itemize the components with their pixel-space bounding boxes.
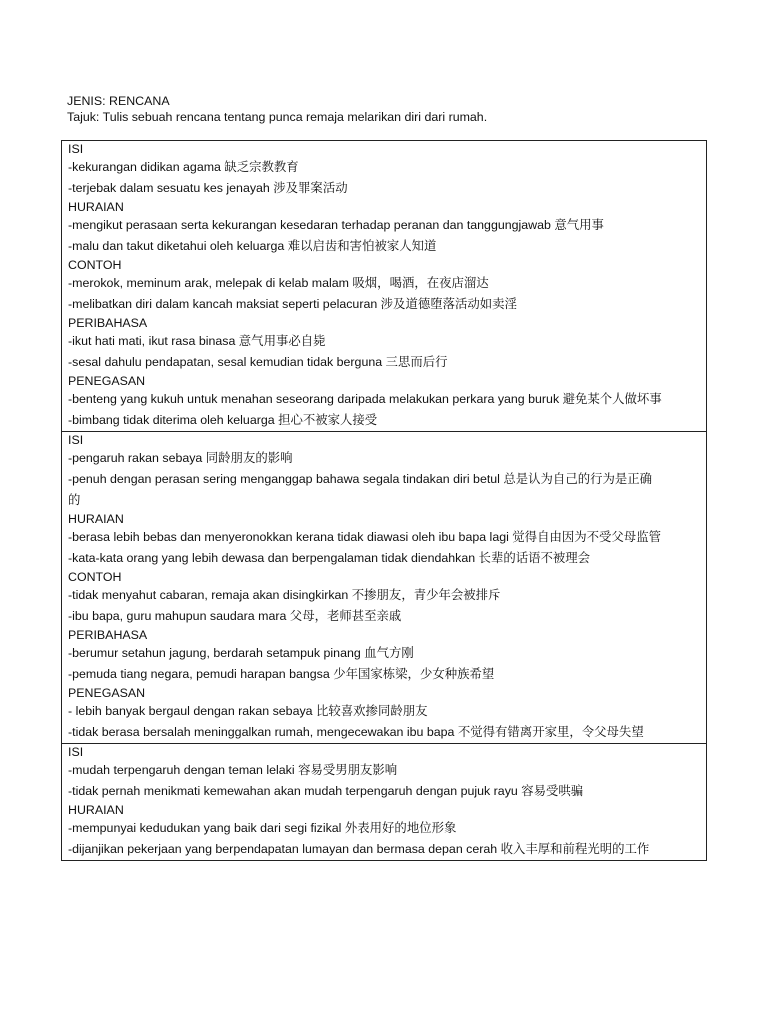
section-heading: PERIBAHASA (68, 628, 148, 642)
outline-point: -merokok, meminum arak, melepak di kelab malam 吸烟，喝酒，在夜店溜达 (68, 276, 489, 290)
outline-block-2 (61, 431, 707, 744)
outline-point: -ibu bapa, guru mahupun saudara mara 父母，老师甚至亲戚 (68, 609, 402, 623)
section-heading: HURAIAN (68, 512, 124, 526)
outline-point: -tidak menyahut cabaran, remaja akan disingkirkan 不掺朋友，青少年会被排斥 (68, 588, 501, 602)
section-heading: ISI (68, 745, 84, 759)
title-line: Tajuk: Tulis sebuah rencana tentang punca remaja melarikan diri dari rumah. (67, 110, 488, 124)
section-heading: PENEGASAN (68, 374, 146, 388)
section-heading: HURAIAN (68, 803, 124, 817)
outline-point: -mudah terpengaruh dengan teman lelaki 容易受男朋友影响 (68, 763, 398, 777)
outline-point: -terjebak dalam sesuatu kes jenayah 涉及罪案活动 (68, 181, 348, 195)
outline-point: -mengikut perasaan serta kekurangan kesedaran terhadap peranan dan tanggungjawab 意气用事 (68, 218, 604, 232)
outline-point: -pengaruh rakan sebaya 同龄朋友的影响 (68, 451, 293, 465)
outline-point: -melibatkan diri dalam kancah maksiat seperti pelacuran 涉及道德堕落活动如卖淫 (68, 297, 517, 311)
section-heading: HURAIAN (68, 200, 124, 214)
essay-outline-table (61, 140, 707, 861)
section-heading: PERIBAHASA (68, 316, 148, 330)
outline-point: -kekurangan didikan agama 缺乏宗教教育 (68, 160, 299, 174)
outline-point: -ikut hati mati, ikut rasa binasa 意气用事必自毙 (68, 334, 326, 348)
outline-point: -berumur setahun jagung, berdarah setampuk pinang 血气方刚 (68, 646, 414, 660)
section-heading: PENEGASAN (68, 686, 146, 700)
outline-point: -tidak pernah menikmati kemewahan akan mudah terpengaruh dengan pujuk rayu 容易受哄骗 (68, 784, 584, 798)
outline-point: 的 (68, 493, 81, 507)
outline-point: -tidak berasa bersalah meninggalkan rumah, mengecewakan ibu bapa 不觉得有错离开家里，令父母失望 (68, 725, 644, 739)
section-heading: CONTOH (68, 570, 122, 584)
outline-point: -malu dan takut diketahui oleh keluarga 难以启齿和害怕被家人知道 (68, 239, 437, 253)
outline-point: -pemuda tiang negara, pemudi harapan bangsa 少年国家栋梁，少女种族希望 (68, 667, 495, 681)
genre-line: JENIS: RENCANA (67, 94, 170, 108)
outline-point: -penuh dengan perasan sering menganggap bahawa segala tindakan diri betul 总是认为自己的行为是正确 (68, 472, 653, 486)
outline-point: -benteng yang kukuh untuk menahan seseorang daripada melakukan perkara yang buruk 避免某个人做坏事 (68, 392, 662, 406)
outline-point: -sesal dahulu pendapatan, sesal kemudian tidak berguna 三思而后行 (68, 355, 448, 369)
outline-point: -kata-kata orang yang lebih dewasa dan berpengalaman tidak diendahkan 长辈的话语不被理会 (68, 551, 591, 565)
outline-point: -berasa lebih bebas dan menyeronokkan kerana tidak diawasi oleh ibu bapa lagi 觉得自由因为不受父母监管 (68, 530, 661, 544)
section-heading: ISI (68, 142, 84, 156)
outline-block-3 (61, 743, 707, 861)
outline-block-1 (61, 140, 707, 432)
section-heading: CONTOH (68, 258, 122, 272)
outline-point: -bimbang tidak diterima oleh keluarga 担心不被家人接受 (68, 413, 378, 427)
document-header (67, 93, 487, 125)
outline-point: -dijanjikan pekerjaan yang berpendapatan lumayan dan bermasa depan cerah 收入丰厚和前程光明的工作 (68, 842, 650, 856)
outline-point: -mempunyai kedudukan yang baik dari segi fizikal 外表用好的地位形象 (68, 821, 457, 835)
section-heading: ISI (68, 433, 84, 447)
outline-point: - lebih banyak bergaul dengan rakan sebaya 比较喜欢掺同龄朋友 (68, 704, 428, 718)
